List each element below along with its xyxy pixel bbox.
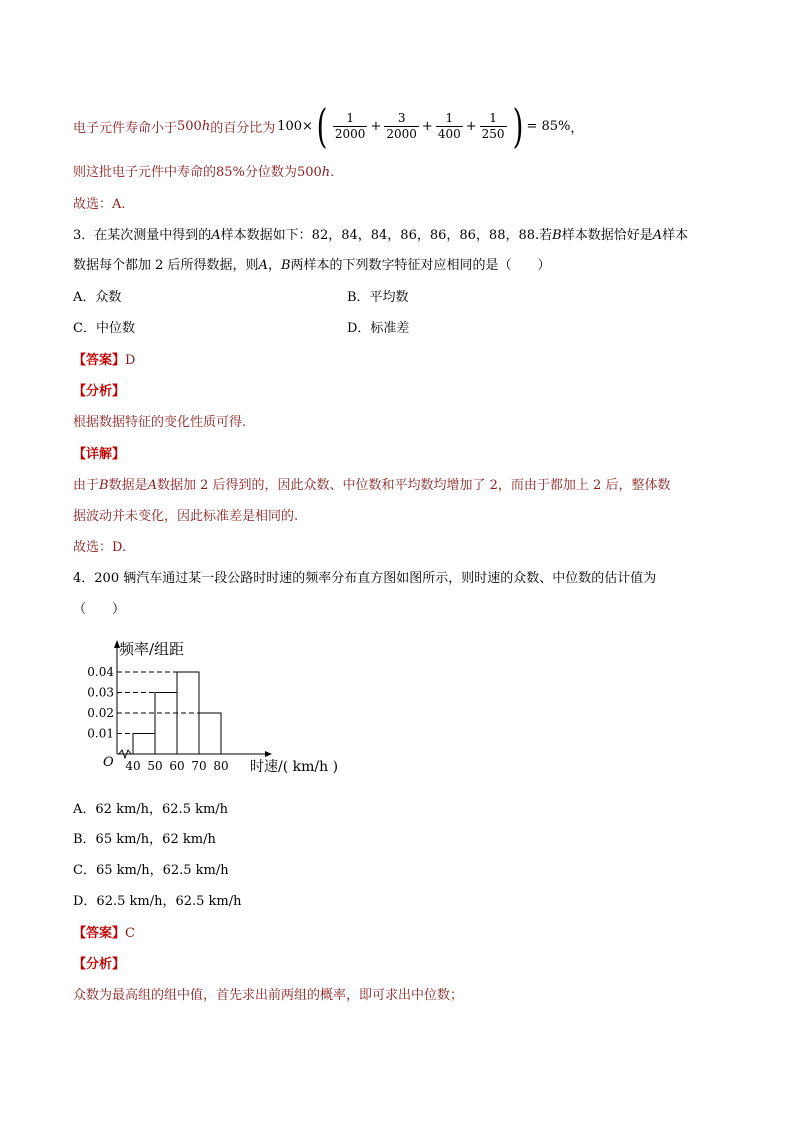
formula-factor: 100× bbox=[277, 118, 313, 134]
q3-analysis-heading: 【分析】 bbox=[73, 384, 126, 399]
histogram-bar bbox=[177, 672, 199, 754]
q4-option-a: A．62 km/h，62.5 km/h bbox=[73, 802, 229, 817]
x-tick-label: 70 bbox=[191, 759, 207, 773]
x-axis-title: 时速/( km/h ) bbox=[250, 759, 339, 775]
formula-prefix: 电子元件寿命小于 bbox=[73, 120, 178, 136]
y-tick-label: 0.02 bbox=[87, 706, 114, 720]
q3-answer: 【答案】D bbox=[73, 353, 136, 368]
q3-option-c: C．中位数 bbox=[73, 321, 135, 336]
percentage-formula: 电子元件寿命小于 500 h 的百分比为 100× ( $\frac{1}{2000}$ + $\frac{3}{2000}$ + $\frac{1}{400}$ + $\frac{1}{250}$ ) = 85% ， bbox=[73, 99, 584, 153]
y-tick-label: 0.01 bbox=[87, 726, 114, 741]
histogram-bar bbox=[155, 693, 177, 755]
formula-unit: h bbox=[201, 118, 211, 134]
x-tick-label: 40 bbox=[125, 759, 141, 773]
q4-analysis-text: 众数为最高组的组中值，首先求出前两组的概率，即可求出中位数； bbox=[73, 988, 464, 1003]
q4-analysis-heading: 【分析】 bbox=[73, 957, 126, 972]
q4-answer: 【答案】C bbox=[73, 926, 135, 941]
y-tick-label: 0.03 bbox=[87, 685, 114, 700]
formula-hours: 500 bbox=[177, 118, 202, 134]
histogram-bar bbox=[133, 734, 155, 755]
q3-choice: 故选：D. bbox=[73, 540, 127, 555]
fraction-1: $\frac{1}{2000}$ bbox=[334, 110, 366, 141]
x-tick-label: 50 bbox=[147, 759, 163, 773]
q3-stem-line2: 数据每个都加 2 后所得数据，则A，B两样本的下列数字特征对应相同的是（ ） bbox=[73, 258, 551, 273]
histogram-bar bbox=[199, 713, 221, 754]
fraction-4: $\frac{1}{250}$ bbox=[481, 110, 505, 141]
q3-detail-line2: 据波动并未变化，因此标准差是相同的. bbox=[73, 509, 299, 524]
percentile-conclusion: 则这批电子元件中寿命的85%分位数为500h. bbox=[73, 165, 335, 180]
frequency-histogram bbox=[75, 632, 355, 782]
y-axis-title: 频率/组距 bbox=[119, 640, 185, 658]
q3-option-b: B．平均数 bbox=[347, 290, 409, 305]
formula-result: = 85% bbox=[526, 118, 571, 134]
q4-option-d: D．62.5 km/h，62.5 km/h bbox=[73, 894, 242, 909]
q3-detail-line1: 由于B数据是A数据加 2 后得到的，因此众数、中位数和平均数均增加了 2，而由于都加上 2 后，整体数 bbox=[73, 478, 671, 493]
q4-stem-line2: （ ） bbox=[73, 602, 126, 617]
origin-label: O bbox=[103, 755, 114, 770]
q4-stem-line1: 4．200 辆汽车通过某一段公路时时速的频率分布直方图如图所示，则时速的众数、中位数的估计值为 bbox=[73, 571, 657, 586]
x-axis-arrow bbox=[265, 751, 272, 757]
x-tick-label: 60 bbox=[169, 759, 185, 773]
fraction-2: $\frac{3}{2000}$ bbox=[386, 110, 417, 141]
y-tick-label: 0.04 bbox=[87, 665, 114, 679]
q3-option-d: D．标准差 bbox=[347, 321, 410, 336]
fraction-3: $\frac{1}{400}$ bbox=[437, 110, 461, 141]
q4-option-b: B．65 km/h，62 km/h bbox=[73, 832, 216, 847]
q3-stem-line1: 3．在某次测量中得到的A样本数据如下：82，84，84，86，86，86，88，88.若B样本数据恰好是A样本 bbox=[73, 228, 689, 243]
q3-analysis-text: 根据数据特征的变化性质可得. bbox=[73, 415, 247, 430]
q2-choice: 故选：A. bbox=[73, 197, 126, 212]
q3-option-a: A．众数 bbox=[73, 290, 122, 305]
x-tick-label: 80 bbox=[213, 759, 229, 773]
q3-detail-heading: 【详解】 bbox=[73, 447, 126, 462]
formula-mid: 的百分比为 bbox=[210, 120, 276, 136]
q4-option-c: C．65 km/h，62.5 km/h bbox=[73, 863, 229, 878]
